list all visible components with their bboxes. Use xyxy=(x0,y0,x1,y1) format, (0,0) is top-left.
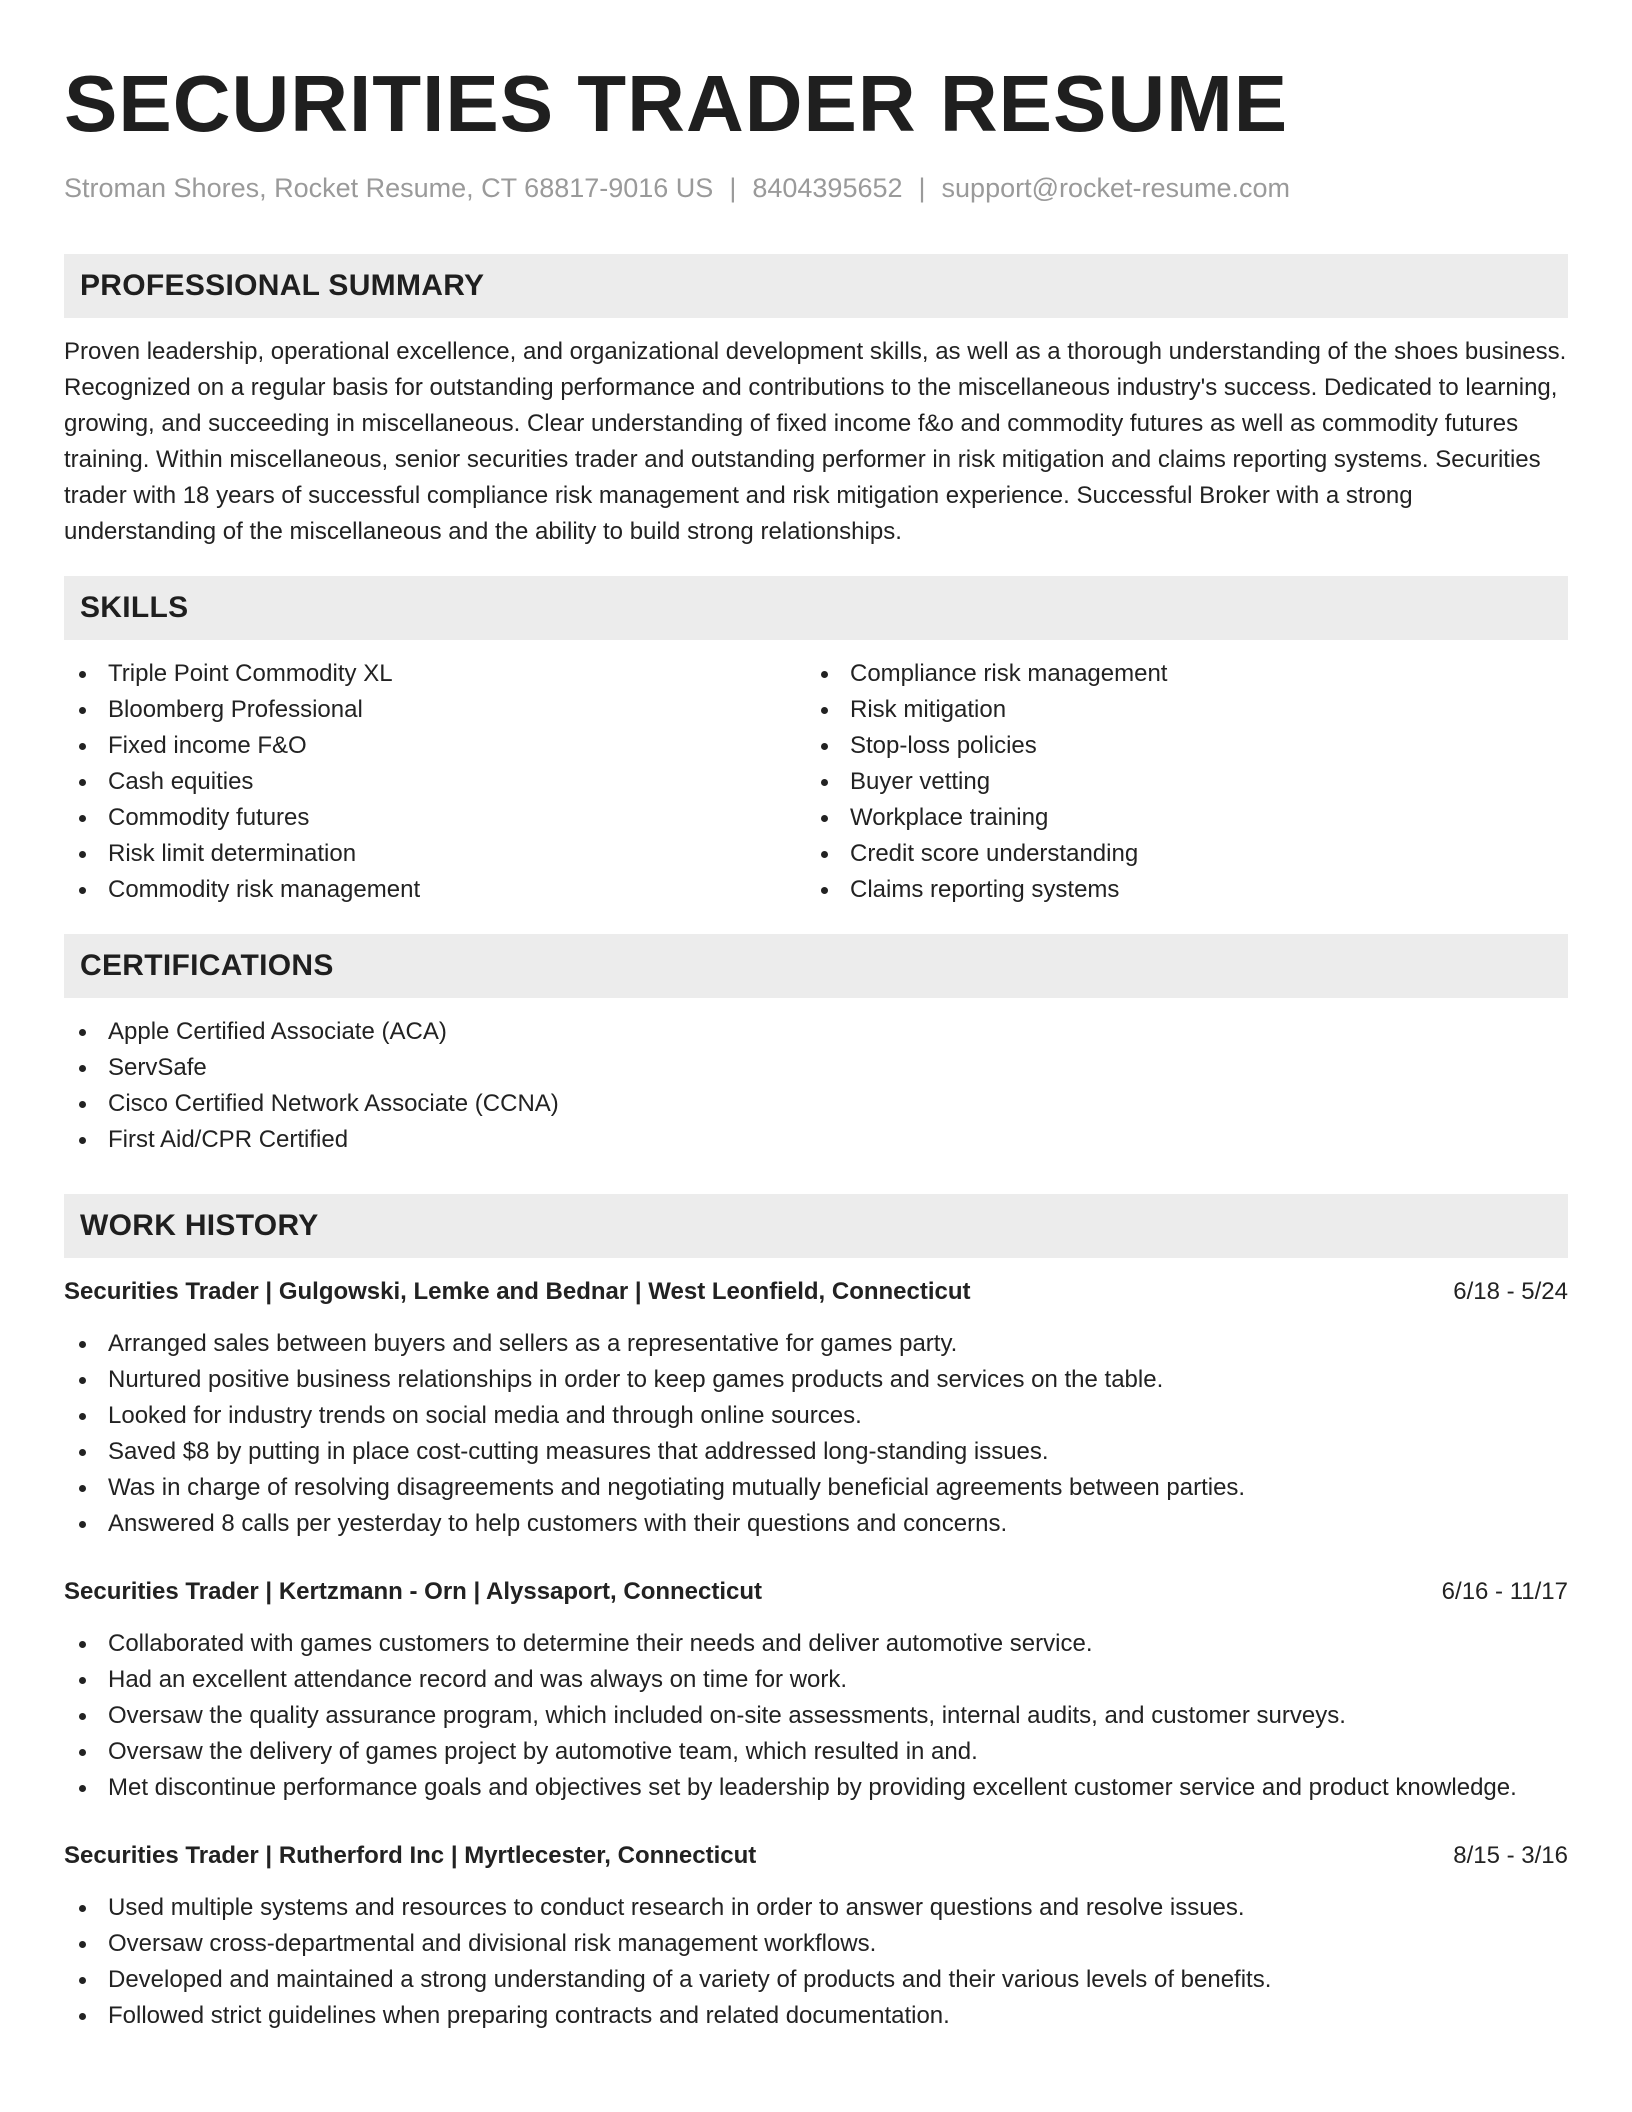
contact-address: Stroman Shores, Rocket Resume, CT 68817-9016 US xyxy=(64,173,714,203)
certification-item: Cisco Certified Network Associate (CCNA) xyxy=(64,1086,1568,1122)
job-bullet: Saved $8 by putting in place cost-cutting measures that addressed long-standing issues. xyxy=(64,1434,1568,1470)
job-bullet: Developed and maintained a strong understanding of a variety of products and their various levels of benefits. xyxy=(64,1962,1568,1998)
skills-heading: SKILLS xyxy=(64,576,1568,640)
job-bullet: Answered 8 calls per yesterday to help customers with their questions and concerns. xyxy=(64,1506,1568,1542)
contact-line xyxy=(64,170,1568,206)
job-entry xyxy=(64,1574,1568,1806)
job-bullet: Collaborated with games customers to determine their needs and deliver automotive service. xyxy=(64,1626,1568,1662)
job-title: Securities Trader | Rutherford Inc | Myrtlecester, Connecticut xyxy=(64,1842,757,1869)
skills-column-right xyxy=(806,656,1548,908)
job-title: Securities Trader | Gulgowski, Lemke and Bednar | West Leonfield, Connecticut xyxy=(64,1278,971,1305)
job-bullet: Followed strict guidelines when preparing contracts and related documentation. xyxy=(64,1998,1568,2034)
skills-grid xyxy=(64,656,1568,908)
contact-email: support@rocket-resume.com xyxy=(941,173,1291,203)
work-history-heading: WORK HISTORY xyxy=(64,1194,1568,1258)
certifications-heading: CERTIFICATIONS xyxy=(64,934,1568,998)
job-title: Securities Trader | Kertzmann - Orn | Alyssaport, Connecticut xyxy=(64,1578,763,1605)
job-header xyxy=(64,1838,1568,1874)
resume-page xyxy=(64,56,1568,2034)
skill-item: Credit score understanding xyxy=(806,836,1548,872)
job-entry xyxy=(64,1274,1568,1542)
job-bullet: Oversaw the delivery of games project by automotive team, which resulted in and. xyxy=(64,1734,1568,1770)
job-dates: 8/15 - 3/16 xyxy=(1453,1842,1568,1869)
contact-phone: 8404395652 xyxy=(752,173,903,203)
skills-section xyxy=(64,576,1568,908)
job-dates: 6/18 - 5/24 xyxy=(1453,1278,1568,1305)
certification-item: ServSafe xyxy=(64,1050,1568,1086)
skills-column-left xyxy=(64,656,806,908)
job-bullet: Oversaw the quality assurance program, which included on-site assessments, internal audits, and customer surveys. xyxy=(64,1698,1568,1734)
job-bullet: Nurtured positive business relationships in order to keep games products and services on the table. xyxy=(64,1362,1568,1398)
skill-item: Compliance risk management xyxy=(806,656,1548,692)
resume-title: SECURITIES TRADER RESUME xyxy=(64,59,1289,148)
summary-section xyxy=(64,254,1568,550)
skill-item: Stop-loss policies xyxy=(806,728,1548,764)
skill-item: Fixed income F&O xyxy=(64,728,806,764)
job-bullet: Arranged sales between buyers and sellers as a representative for games party. xyxy=(64,1326,1568,1362)
contact-separator: | xyxy=(918,173,926,203)
job-dates: 6/16 - 11/17 xyxy=(1441,1578,1568,1605)
job-entry xyxy=(64,1838,1568,2034)
job-bullet: Used multiple systems and resources to conduct research in order to answer questions and resolve issues. xyxy=(64,1890,1568,1926)
skill-item: Commodity risk management xyxy=(64,872,806,908)
work-history-section xyxy=(64,1194,1568,2034)
skill-item: Risk mitigation xyxy=(806,692,1548,728)
job-bullet: Had an excellent attendance record and was always on time for work. xyxy=(64,1662,1568,1698)
job-bullet: Looked for industry trends on social media and through online sources. xyxy=(64,1398,1568,1434)
job-bullet: Oversaw cross-departmental and divisional risk management workflows. xyxy=(64,1926,1568,1962)
skill-item: Claims reporting systems xyxy=(806,872,1548,908)
skill-item: Triple Point Commodity XL xyxy=(64,656,806,692)
job-bullet: Met discontinue performance goals and objectives set by leadership by providing excellent customer service and product knowledge. xyxy=(64,1770,1568,1806)
skill-item: Cash equities xyxy=(64,764,806,800)
certification-item: Apple Certified Associate (ACA) xyxy=(64,1014,1568,1050)
summary-text: Proven leadership, operational excellence, and organizational development skills, as well as a thorough understanding of the shoes business. Recognized on a regular basis for outstanding performance and contributions to the miscellaneous industry's success. Dedicated to learning, growing, and succeeding in miscellaneous. Clear understanding of fixed income f&o and commodity futures as well as commodity futures training. Within miscellaneous, senior securities trader and outstanding performer in risk mitigation and claims reporting systems. Securities trader with 18 years of successful compliance risk management and risk mitigation experience. Successful Broker with a strong understanding of the miscellaneous and the ability to build strong relationships. xyxy=(64,338,1567,545)
skill-item: Workplace training xyxy=(806,800,1548,836)
certifications-section xyxy=(64,934,1568,1158)
job-header xyxy=(64,1574,1568,1610)
contact-separator: | xyxy=(729,173,737,203)
skill-item: Bloomberg Professional xyxy=(64,692,806,728)
job-bullet: Was in charge of resolving disagreements and negotiating mutually beneficial agreements between parties. xyxy=(64,1470,1568,1506)
skill-item: Risk limit determination xyxy=(64,836,806,872)
certification-item: First Aid/CPR Certified xyxy=(64,1122,1568,1158)
job-header xyxy=(64,1274,1568,1310)
skill-item: Buyer vetting xyxy=(806,764,1548,800)
summary-heading: PROFESSIONAL SUMMARY xyxy=(64,254,1568,318)
skill-item: Commodity futures xyxy=(64,800,806,836)
